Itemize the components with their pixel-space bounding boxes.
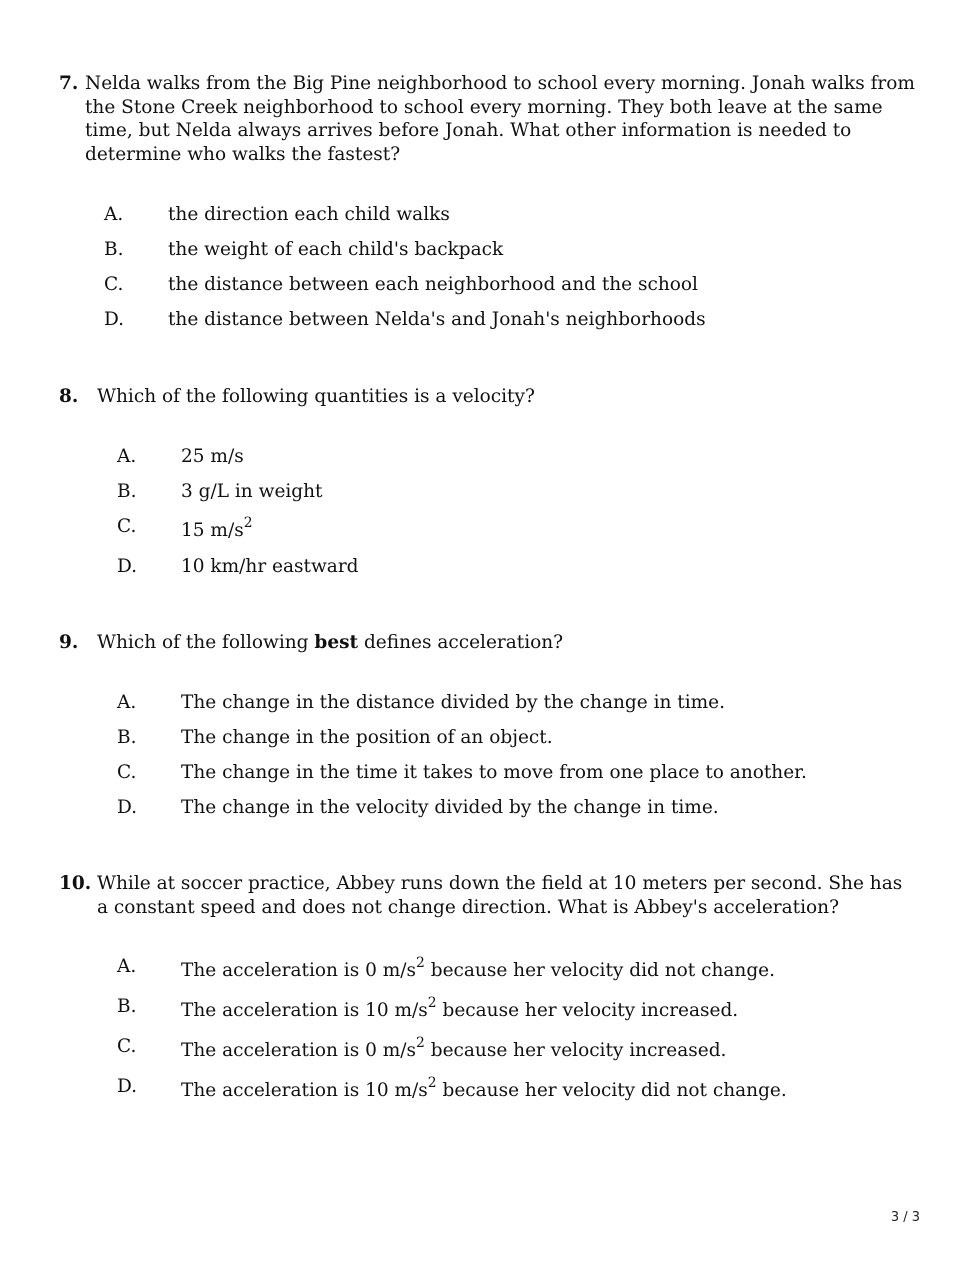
- question-7: [59, 72, 919, 343]
- choice-letter: D.: [117, 1076, 138, 1097]
- answer-choices: [104, 203, 919, 343]
- choice-letter: B.: [117, 726, 137, 748]
- choice-text-before: The acceleration is 0 m/s: [181, 960, 417, 981]
- choice-text-before: The acceleration is 10 m/s: [181, 1000, 428, 1021]
- answer-choices: [117, 955, 919, 1115]
- choice-text: The change in the velocity divided by the change in time.: [181, 796, 719, 818]
- question-8: [59, 385, 919, 590]
- choice-letter: C.: [117, 1036, 137, 1057]
- choice-text-before: The acceleration is 10 m/s: [181, 1080, 428, 1101]
- question-stem: [59, 72, 919, 166]
- choice-text-before: The acceleration is 0 m/s: [181, 1040, 417, 1061]
- choice-letter: C.: [117, 515, 137, 537]
- question-stem: [59, 631, 919, 655]
- question-number: 9.: [59, 632, 79, 653]
- choice-text: The change in the distance divided by the change in time.: [181, 691, 726, 713]
- answer-choice-a[interactable]: [117, 691, 919, 726]
- answer-choice-a[interactable]: [117, 445, 919, 480]
- choice-text: [181, 514, 253, 543]
- choice-letter: A.: [117, 956, 137, 977]
- question-text: [59, 631, 919, 655]
- choice-letter: A.: [117, 445, 137, 467]
- choice-letter: D.: [117, 796, 138, 818]
- answer-choice-d[interactable]: [117, 555, 919, 590]
- choice-text: [181, 955, 775, 983]
- choice-text-after: because her velocity increased.: [436, 1000, 739, 1021]
- superscript-exponent: 2: [427, 995, 437, 1012]
- choice-text-main: 15 m/s: [181, 519, 244, 541]
- answer-choice-d[interactable]: [117, 796, 919, 831]
- choice-text: 3 g/L in weight: [181, 480, 323, 502]
- choice-text: the weight of each child's backpack: [168, 239, 504, 260]
- question-number: 10.: [59, 873, 92, 894]
- question-text-emphasis: best: [314, 632, 359, 653]
- question-10: [59, 872, 919, 1115]
- answer-choice-b[interactable]: [117, 480, 919, 515]
- choice-letter: A.: [117, 691, 137, 713]
- choice-text: the direction each child walks: [168, 204, 450, 225]
- question-text: While at soccer practice, Abbey runs down the field at 10 meters per second. She has a constant speed and does not change direction. What is Abbey's acceleration?: [97, 873, 903, 918]
- page-number: 3 / 3: [890, 1210, 920, 1225]
- choice-text-after: because her velocity did not change.: [424, 960, 775, 981]
- choice-text: [181, 1035, 727, 1063]
- choice-text: 10 km/hr eastward: [181, 555, 359, 577]
- choice-letter: B.: [117, 996, 137, 1017]
- answer-choices: [117, 445, 919, 590]
- choice-letter: A.: [104, 204, 124, 225]
- choice-letter: B.: [104, 239, 124, 260]
- choice-text: the distance between Nelda's and Jonah's neighborhoods: [168, 309, 706, 330]
- answer-choice-a[interactable]: [104, 203, 919, 238]
- question-text-after: defines acceleration?: [358, 632, 564, 653]
- choice-text-after: because her velocity increased.: [424, 1040, 727, 1061]
- answer-choice-c[interactable]: [117, 761, 919, 796]
- choice-text-after: because her velocity did not change.: [436, 1080, 787, 1101]
- choice-text: [181, 995, 739, 1023]
- question-stem: [59, 872, 919, 919]
- choice-text: the distance between each neighborhood and the school: [168, 274, 698, 295]
- question-number: 7.: [59, 73, 79, 94]
- answer-choice-b[interactable]: [104, 238, 919, 273]
- answer-choice-d[interactable]: [117, 1075, 919, 1115]
- choice-text: [181, 1075, 787, 1103]
- answer-choice-b[interactable]: [117, 726, 919, 761]
- answer-choice-c[interactable]: [117, 515, 919, 555]
- question-text-before: Which of the following: [97, 632, 315, 653]
- choice-letter: C.: [104, 274, 124, 295]
- choice-text: 25 m/s: [181, 445, 244, 467]
- choice-letter: D.: [117, 555, 138, 577]
- answer-choice-b[interactable]: [117, 995, 919, 1035]
- answer-choice-a[interactable]: [117, 955, 919, 995]
- question-stem: [59, 385, 919, 409]
- superscript-exponent: 2: [416, 1035, 425, 1052]
- question-text: Which of the following quantities is a velocity?: [97, 386, 535, 407]
- choice-text: The change in the time it takes to move from one place to another.: [181, 761, 807, 783]
- answer-choices: [117, 691, 919, 831]
- choice-text: The change in the position of an object.: [181, 726, 553, 748]
- answer-choice-d[interactable]: [104, 308, 919, 343]
- answer-choice-c[interactable]: [117, 1035, 919, 1075]
- superscript-exponent: 2: [243, 514, 253, 531]
- choice-letter: B.: [117, 480, 137, 502]
- answer-choice-c[interactable]: [104, 273, 919, 308]
- superscript-exponent: 2: [427, 1075, 437, 1092]
- question-9: [59, 631, 919, 831]
- choice-letter: C.: [117, 761, 137, 783]
- question-text: Nelda walks from the Big Pine neighborhood to school every morning. Jonah walks from the Stone Creek neighborhood to school every morning. They both leave at the same time, but Nelda always arrives before Jonah. What other information is needed to determine who walks the fastest?: [85, 73, 915, 165]
- choice-letter: D.: [104, 309, 125, 330]
- superscript-exponent: 2: [416, 955, 425, 972]
- question-number: 8.: [59, 386, 79, 407]
